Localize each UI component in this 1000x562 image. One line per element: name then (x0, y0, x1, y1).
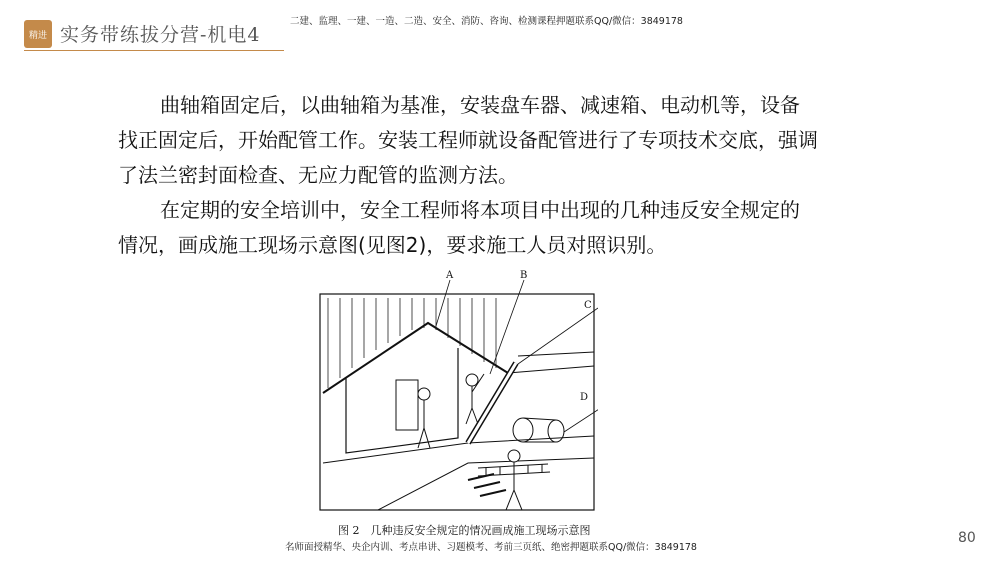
title-divider (24, 50, 284, 51)
question-body (118, 88, 818, 263)
ground-edge (378, 458, 594, 510)
top-contact-banner: 二建、监理、一建、一造、二造、安全、消防、咨询、检测课程押题联系QQ/微信：3849178 (290, 16, 683, 27)
footer-contact-banner: 名师面授精华、央企内训、考点串讲、习题模考、考前三页纸、绝密押题联系QQ/微信：3849178 (285, 542, 697, 553)
paragraph-1: 曲轴箱固定后，以曲轴箱为基准，安装盘车器、减速箱、电动机等，设备找正固定后，开始配管工作。安装工程师就设备配管进行了专项技术交底，强调了法兰密封面检查、无应力配管的监测方法。 (118, 93, 818, 187)
paragraph-2: 在定期的安全培训中，安全工程师将本项目中出现的几种违反安全规定的情况，画成施工现场示意图(见图2)，要求施工人员对照识别。 (118, 198, 800, 257)
house-wall (346, 348, 458, 453)
course-title: 实务带练拔分营-机电4 (60, 24, 261, 46)
label-c: C (584, 300, 592, 311)
house-door (396, 380, 418, 430)
ground-line (323, 436, 594, 463)
label-a: A (446, 270, 454, 281)
label-d: D (580, 392, 589, 403)
ground-stripes (468, 474, 506, 496)
page-number: 80 (958, 530, 976, 546)
label-b: B (520, 270, 528, 281)
worker-at-door (418, 388, 430, 448)
brand-logo: 精进 (24, 20, 52, 48)
figure-frame (320, 294, 594, 510)
site-drawing (318, 268, 598, 518)
back-wall (508, 366, 594, 373)
worker-with-ladder (506, 450, 522, 510)
wall-top (518, 352, 594, 356)
figure-caption: 图 2 几种违反安全规定的情况画成施工现场示意图 (338, 524, 591, 537)
roof-ridge (323, 323, 508, 393)
site-illustration (318, 268, 598, 522)
